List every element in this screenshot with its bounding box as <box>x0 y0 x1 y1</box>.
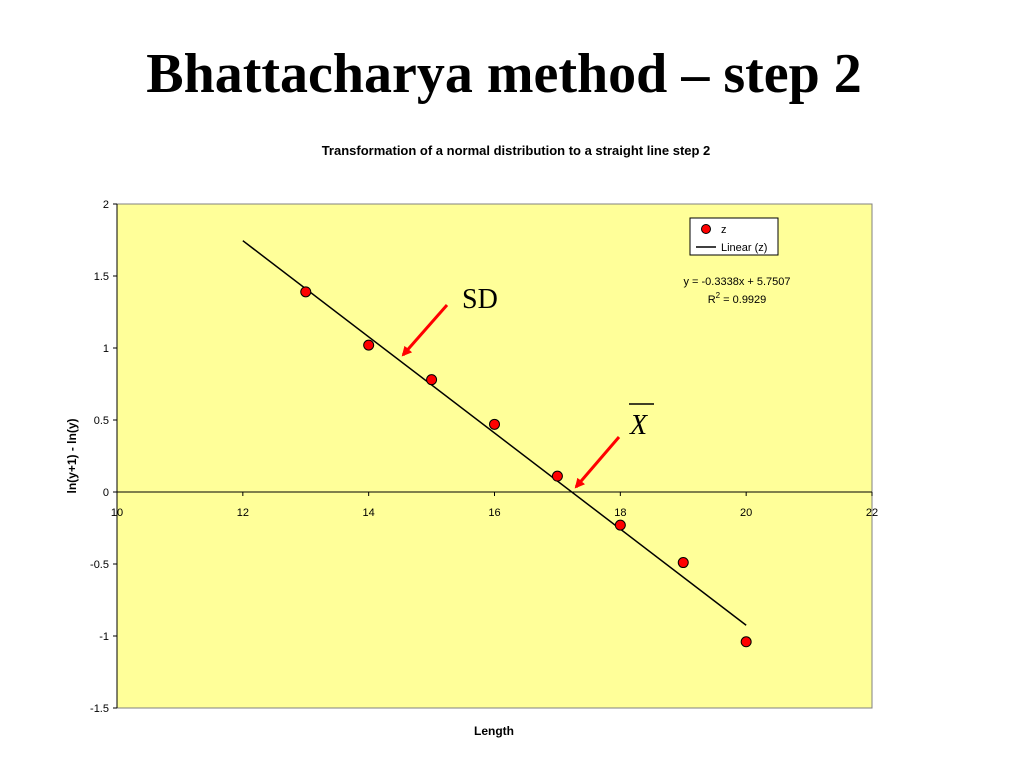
data-point <box>741 637 751 647</box>
x-tick-label: 10 <box>110 507 124 519</box>
data-point <box>490 419 500 429</box>
chart-title: Transformation of a normal distribution to a straight line step 2 <box>321 143 711 158</box>
y-tick-label: 0.5 <box>93 415 109 427</box>
data-point <box>427 375 437 385</box>
trendline-equation: y = -0.3338x + 5.7507 <box>683 276 791 288</box>
y-tick-label: -1.5 <box>90 703 109 715</box>
y-tick-label: -1 <box>99 631 109 643</box>
x-tick-label: 18 <box>614 507 627 519</box>
r-squared-prefix: R <box>707 294 716 306</box>
slide-title: Bhattacharya method – step 2 <box>146 43 862 105</box>
legend <box>690 218 778 255</box>
legend-marker-z <box>702 225 711 234</box>
x-tick-label: 12 <box>236 507 249 519</box>
r-squared-superscript: 2 <box>715 291 721 300</box>
data-point <box>364 340 374 350</box>
x-axis-title: Length <box>474 724 514 738</box>
y-tick-label: -0.5 <box>90 559 109 571</box>
x-tick-label: 14 <box>362 507 375 519</box>
y-tick-label: 2 <box>102 199 109 211</box>
y-tick-label: 1 <box>102 343 109 355</box>
x-tick-label: 16 <box>488 507 501 519</box>
data-point <box>678 558 688 568</box>
legend-label-z: z <box>721 224 727 236</box>
x-tick-label: 22 <box>865 507 879 519</box>
sd-label: SD <box>462 284 498 315</box>
x-tick-label: 20 <box>740 507 753 519</box>
data-point <box>615 520 625 530</box>
y-tick-label: 1.5 <box>93 271 109 283</box>
r-squared-value: = 0.9929 <box>720 294 767 306</box>
mean-label: X <box>630 410 648 441</box>
data-point <box>552 471 562 481</box>
data-point <box>301 287 311 297</box>
y-tick-label: 0 <box>102 487 109 499</box>
legend-label-linear: Linear (z) <box>721 242 768 254</box>
y-axis-title: ln(y+1) - ln(y) <box>65 418 79 494</box>
